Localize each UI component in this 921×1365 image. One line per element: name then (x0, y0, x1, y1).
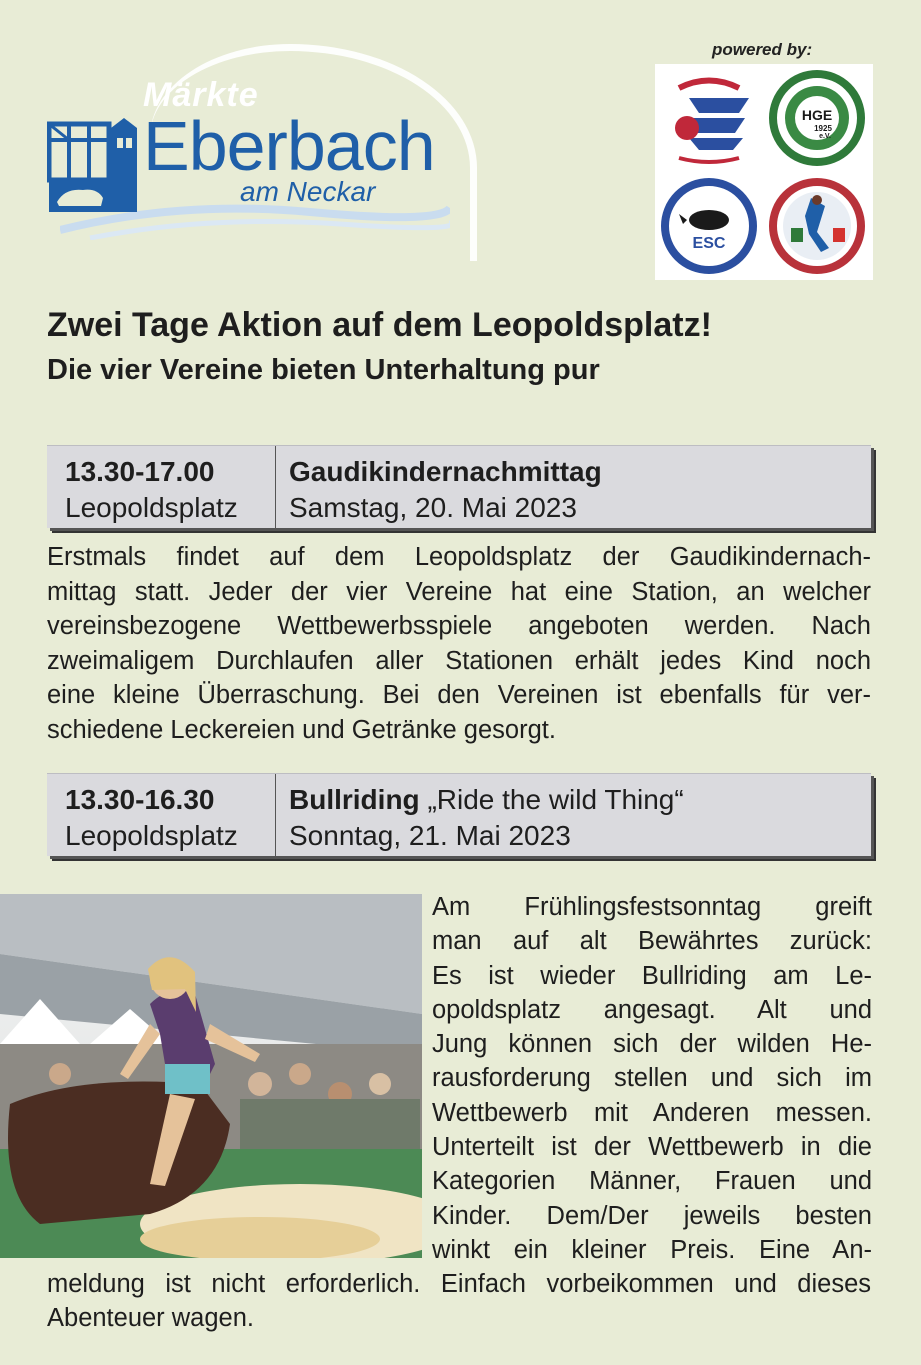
event1-date: Samstag, 20. Mai 2023 (289, 492, 577, 523)
text-line: eine kleine Überraschung. Bei den Vereinen ist ebenfalls für ver- (47, 681, 871, 709)
text-line: schiedene Leckereien und Getränke gesorgt. (47, 715, 556, 744)
event2-infobox (47, 773, 871, 856)
event2-date: Sonntag, 21. Mai 2023 (289, 820, 571, 851)
text-line: opoldsplatz angesagt. Alt und (432, 995, 872, 1024)
text-line: Abenteuer wagen. (47, 1304, 254, 1333)
text-line: Kinder. Dem/Der jeweils besten (432, 1201, 872, 1230)
text-line: rausforderung stellen und sich im (432, 1064, 872, 1093)
esc-text: ESC (692, 235, 726, 252)
event2-place: Leopoldsplatz (65, 820, 238, 851)
page-subtitle: Die vier Vereine bieten Unterhaltung pur (47, 354, 600, 386)
bullriding-photo (0, 894, 422, 1258)
logo-neckar: am Neckar (240, 176, 376, 207)
hge-text: HGE (801, 107, 833, 123)
event2-time: 13.30-16.30 (65, 784, 215, 815)
text-line: Kategorien Männer, Frauen und (432, 1167, 872, 1196)
town-emblem-icon (47, 118, 141, 216)
esc-logo-icon (659, 176, 759, 276)
text-line: Jung können sich der wilden He- (432, 1030, 872, 1059)
infobox-divider (275, 446, 276, 528)
event1-time: 13.30-17.00 (65, 456, 215, 487)
infobox-divider (275, 774, 276, 856)
text-line: Erstmals findet auf dem Leopoldsplatz der Gaudikindernach- (47, 543, 871, 571)
event1-description (47, 540, 871, 747)
hge-logo-icon (767, 68, 867, 168)
bocce-club-logo-icon (767, 176, 867, 276)
event2-description-tail (47, 1267, 871, 1336)
text-line: vereinsbezogene Wettbewerbsspiele angeboten werden. Nach (47, 612, 871, 640)
text-line: Wettbewerb mit Anderen messen. (432, 1098, 872, 1127)
event1-place: Leopoldsplatz (65, 492, 238, 523)
powered-by-label: powered by: (712, 40, 813, 59)
text-line: Es ist wieder Bullriding am Le- (432, 961, 872, 990)
hge-ev: e.V. (819, 133, 831, 140)
event2-name: Bullriding (289, 784, 420, 815)
event2-name-suffix: „Ride the wild Thing“ (427, 784, 684, 815)
page-title: Zwei Tage Aktion auf dem Leopoldsplatz! (47, 306, 712, 344)
text-line: winkt ein kleiner Preis. Eine An- (432, 1235, 872, 1264)
logo-eberbach: Eberbach (143, 107, 435, 185)
event2-title (289, 784, 684, 816)
event1-infobox (47, 445, 871, 528)
event2-description (432, 890, 872, 1267)
sponsor-logos (655, 64, 873, 280)
text-line: mittag statt. Jeder der vier Vereine hat eine Station, an welcher (47, 577, 871, 606)
event1-name: Gaudikindernachmittag (289, 456, 602, 487)
text-line: Unterteilt ist der Wettbewerb in die (432, 1133, 872, 1162)
text-line: zweimaligem Durchlaufen aller Stationen erhält jedes Kind noch (47, 646, 871, 675)
text-line: Am Frühlingsfestsonntag greift (432, 893, 872, 921)
text-line: man auf alt Bewährtes zurück: (432, 927, 872, 956)
text-line: meldung ist nicht erforderlich. Einfach vorbeikommen und dieses (47, 1270, 871, 1298)
logo-maerkte: Märkte (143, 76, 259, 114)
hge-year: 1925 (814, 124, 832, 133)
fanclub-logo-icon (659, 68, 759, 168)
